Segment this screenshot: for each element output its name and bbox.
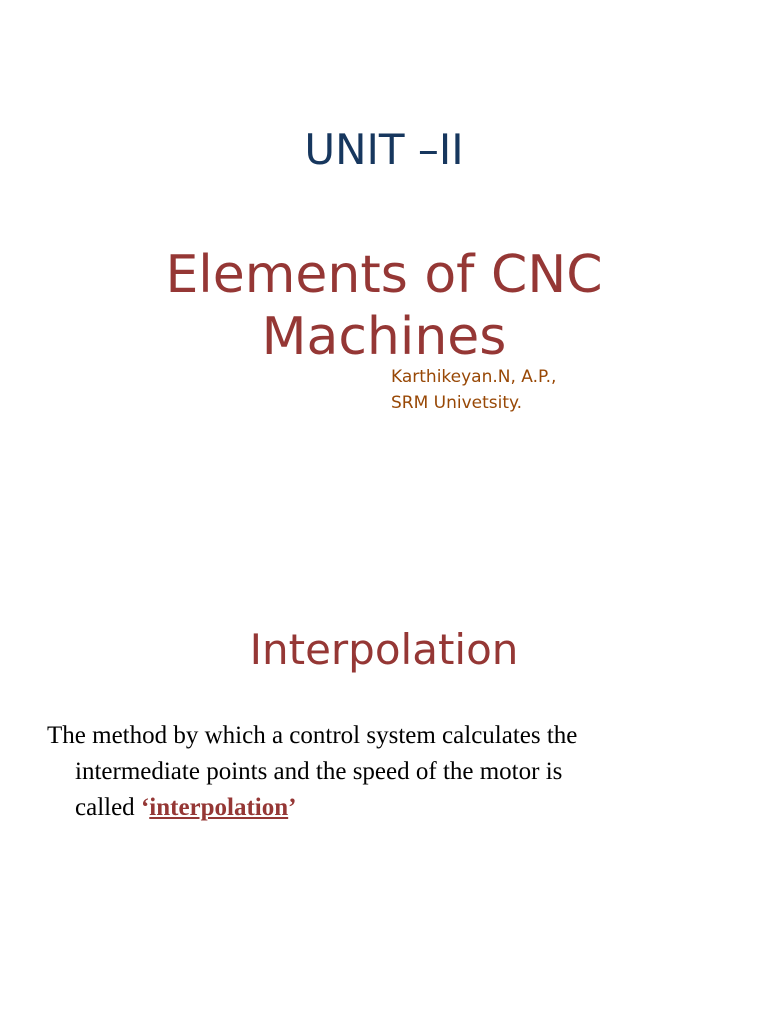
- defined-term: [141, 794, 297, 821]
- definition-line-1: The method by which a control system calculates the: [47, 722, 578, 749]
- definition-prefix: called: [75, 794, 141, 821]
- author-credit: [391, 364, 556, 416]
- author-institution: SRM Univetsity.: [391, 393, 523, 413]
- term-word: interpolation: [149, 794, 289, 821]
- title-line-2: Machines: [261, 307, 507, 367]
- unit-heading: UNIT –II: [304, 125, 464, 174]
- author-name: Karthikeyan.N, A.P.,: [391, 367, 557, 387]
- presentation-title: [0, 244, 768, 368]
- close-quote: ’: [288, 794, 297, 821]
- section-heading: Interpolation: [249, 625, 519, 674]
- open-quote: ‘: [140, 794, 150, 821]
- interpolation-slide: [0, 576, 768, 1024]
- definition-line-2: intermediate points and the speed of the motor is: [75, 758, 563, 785]
- definition-paragraph: [47, 718, 727, 826]
- definition-line-3: [47, 790, 727, 826]
- title-line-1: Elements of CNC: [165, 245, 603, 305]
